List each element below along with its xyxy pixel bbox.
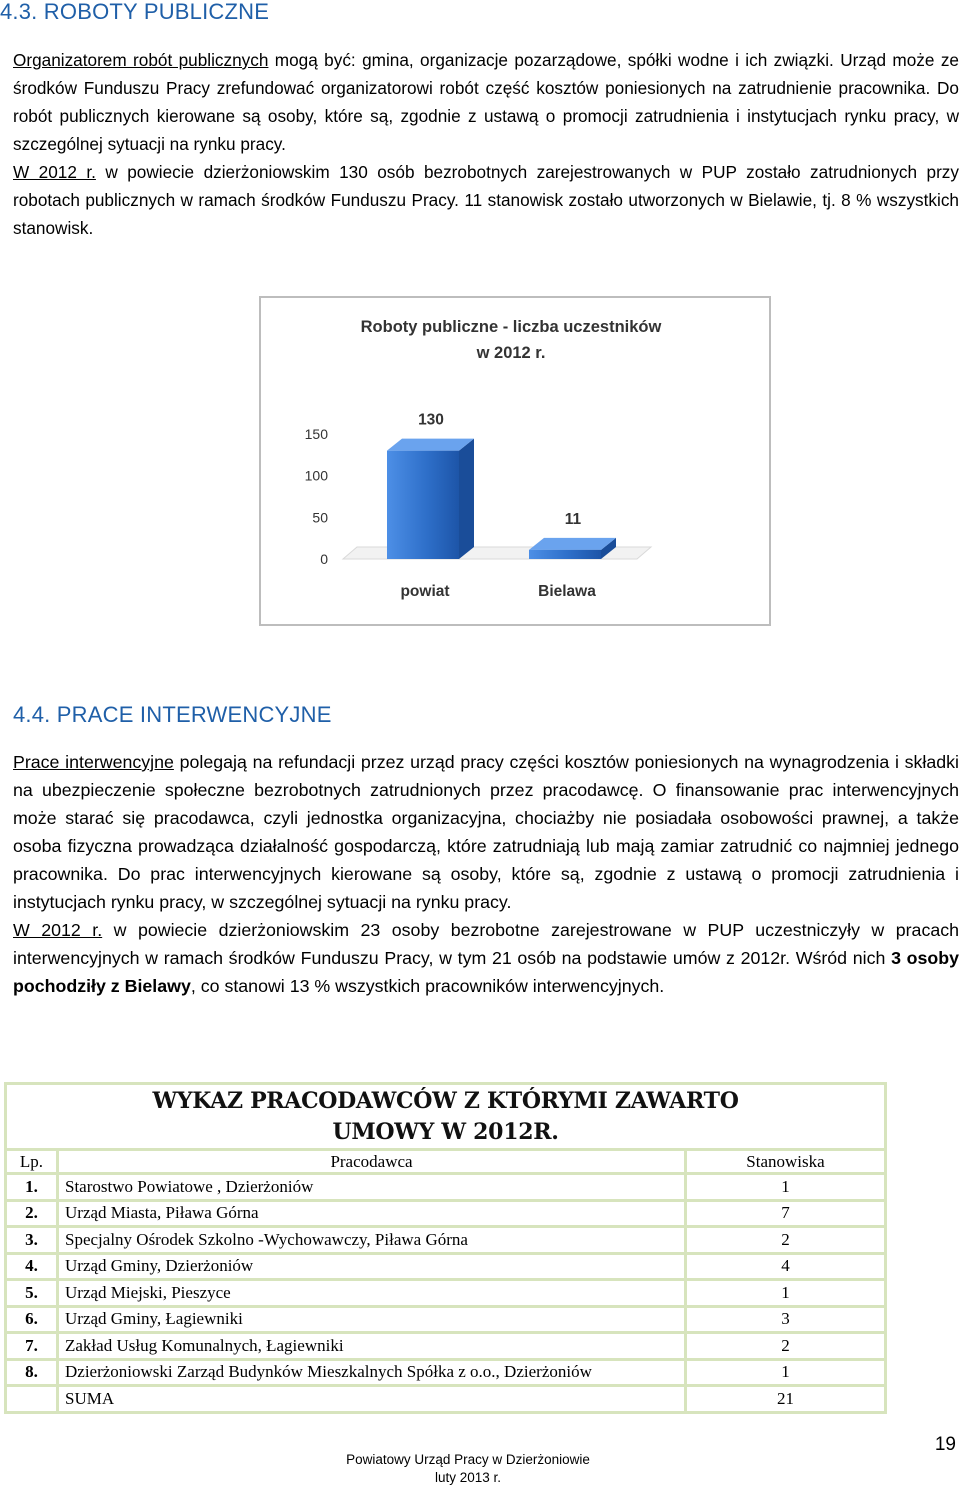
row-lp: 8. [6, 1359, 58, 1386]
bar-top [529, 538, 616, 550]
sum-value: 21 [686, 1386, 886, 1413]
roboty-publiczne-2012 [13, 158, 959, 242]
employers-table [4, 1082, 887, 1414]
bar-side [459, 439, 474, 559]
table-row [6, 1280, 886, 1307]
page-number: 19 [934, 1434, 956, 1455]
table-row [6, 1253, 886, 1280]
roboty-publiczne-body [13, 46, 959, 242]
roboty-intro-text: mogą być: gmina, organizacje pozarządowe, spółki wodne i ich związki. Urząd może ze środków Funduszu Pracy zrefundować organizatorowi robót część kosztów poniesionych na zatrudnienie pracownika. Do robót publicznych kierowane są osoby, które są, zgodnie z ustawą o promocji zatrudnienia i instytucjach rynku pracy, w szczególnej sytuacji na rynku pracy. [13, 50, 959, 154]
chart-title-line2: w 2012 r. [476, 344, 546, 362]
y-tick-label: 0 [320, 551, 328, 567]
x-category-label: Bielawa [538, 583, 596, 600]
row-employer: Starostwo Powiatowe , Dzierżoniów [58, 1174, 686, 1201]
row-count: 2 [686, 1227, 886, 1254]
bar-chart-svg [261, 298, 769, 624]
table-row [6, 1227, 886, 1254]
bar [387, 451, 459, 559]
roboty-publiczne-intro [13, 46, 959, 158]
row-employer: Zakład Usług Komunalnych, Łagiewniki [58, 1333, 686, 1360]
prace-interwencyjne-link[interactable]: Prace interwencyjne [13, 752, 174, 772]
row-lp: 4. [6, 1253, 58, 1280]
table-title-line1: WYKAZ PRACODAWCÓW Z KTÓRYMI ZAWARTO [152, 1087, 739, 1114]
row-count: 3 [686, 1306, 886, 1333]
row-count: 4 [686, 1253, 886, 1280]
footer-office: Powiatowy Urząd Pracy w Dzierżoniowie [346, 1452, 590, 1467]
row-employer: Urząd Gminy, Łagiewniki [58, 1306, 686, 1333]
row-lp: 6. [6, 1306, 58, 1333]
row-count: 1 [686, 1174, 886, 1201]
employers-table-wrap [4, 1082, 884, 1414]
section-heading-roboty-publiczne: 4.3. ROBOTY PUBLICZNE [0, 0, 270, 24]
row-lp: 2. [6, 1200, 58, 1227]
prace-intro-text: polegają na refundacji przez urząd pracy części kosztów poniesionych na wynagrodzenia i składki na ubezpieczenie społeczne bezrobotnych zatrudnionych przez pracodawcę. O finansowanie prac interwencyjnych może starać się pracodawca, czyli jednostka organizacyjna, chociażby nie posiadała osobowości prawnej, a także osoba fizyczna prowadząca działalność gospodarczą, które zatrudniają lub mają zamiar zatrudnić co najmniej jednego pracownika. Do prac interwencyjnych kierowane są osoby, które są, zgodnie z ustawą o promocji zatrudnienia i instytucjach rynku pracy, w szczególnej sytuacji na rynku pracy. [13, 752, 959, 912]
row-employer: Specjalny Ośrodek Szkolno -Wychowawczy, Piława Górna [58, 1227, 686, 1254]
header-stanowiska: Stanowiska [686, 1150, 886, 1174]
row-employer: Urząd Miasta, Piława Górna [58, 1200, 686, 1227]
row-lp: 1. [6, 1174, 58, 1201]
x-category-label: powiat [400, 583, 450, 600]
row-employer: Urząd Miejski, Pieszyce [58, 1280, 686, 1307]
organizator-link[interactable]: Organizatorem robót publicznych [13, 50, 269, 70]
footer-date: luty 2013 r. [434, 1470, 502, 1485]
table-title-line2: UMOWY W 2012R. [332, 1118, 559, 1145]
row-lp: 5. [6, 1280, 58, 1307]
y-tick-label: 50 [312, 509, 328, 526]
y-tick-label: 150 [304, 426, 328, 442]
roboty-year-text: w powiecie dzierżoniowskim 130 osób bezrobotnych zarejestrowanych w PUP zostało zatrudnionych przy robotach publicznych w ramach środków Funduszu Pracy. 11 stanowisk zostało utworzonych w Bielawie, tj. 8 % wszystkich stanowisk. [13, 162, 959, 238]
row-employer: Urząd Gminy, Dzierżoniów [58, 1253, 686, 1280]
roboty-publiczne-chart [259, 296, 771, 626]
prace-interwencyjne-intro [13, 748, 959, 916]
section-heading-prace-interwencyjne: 4.4. PRACE INTERWENCYJNE [13, 702, 332, 727]
row-lp: 3. [6, 1227, 58, 1254]
prace-interwencyjne-body [13, 748, 959, 1000]
table-row [6, 1306, 886, 1333]
sum-label: SUMA [58, 1386, 686, 1413]
bar [529, 550, 601, 559]
table-row [6, 1174, 886, 1201]
bar-value-label: 130 [418, 411, 444, 429]
bar-value-label: 11 [564, 510, 582, 528]
y-tick-label: 100 [304, 467, 328, 484]
row-count: 2 [686, 1333, 886, 1360]
table-row [6, 1333, 886, 1360]
prace-year-link[interactable]: W 2012 r. [13, 920, 103, 940]
row-count: 7 [686, 1200, 886, 1227]
row-count: 1 [686, 1359, 886, 1386]
row-employer: Dzierżoniowski Zarząd Budynków Mieszkalnych Spółka z o.o., Dzierżoniów [58, 1359, 686, 1386]
header-lp: Lp. [6, 1150, 58, 1174]
header-pracodawca: Pracodawca [58, 1150, 686, 1174]
sum-empty-cell [6, 1386, 58, 1413]
table-title [6, 1084, 886, 1150]
table-row [6, 1359, 886, 1386]
chart-title-line1: Roboty publiczne - liczba uczestników [360, 318, 662, 336]
row-lp: 7. [6, 1333, 58, 1360]
roboty-year-link[interactable]: W 2012 r. [13, 162, 96, 182]
bar-top [387, 439, 474, 451]
prace-interwencyjne-2012 [13, 916, 959, 1000]
prace-year-bold: 3 osoby pochodziły z Bielawy [13, 948, 959, 996]
prace-year-text-a: w powiecie dzierżoniowskim 23 osoby bezrobotne zarejestrowane w PUP uczestniczyły w pracach interwencyjnych w ramach środków Funduszu Pracy, w tym 21 osób na podstawie umów z 2012r. Wśród nich [13, 920, 959, 968]
table-row [6, 1200, 886, 1227]
prace-year-text-b: , co stanowi 13 % wszystkich pracowników interwencyjnych. [190, 976, 665, 996]
row-count: 1 [686, 1280, 886, 1307]
